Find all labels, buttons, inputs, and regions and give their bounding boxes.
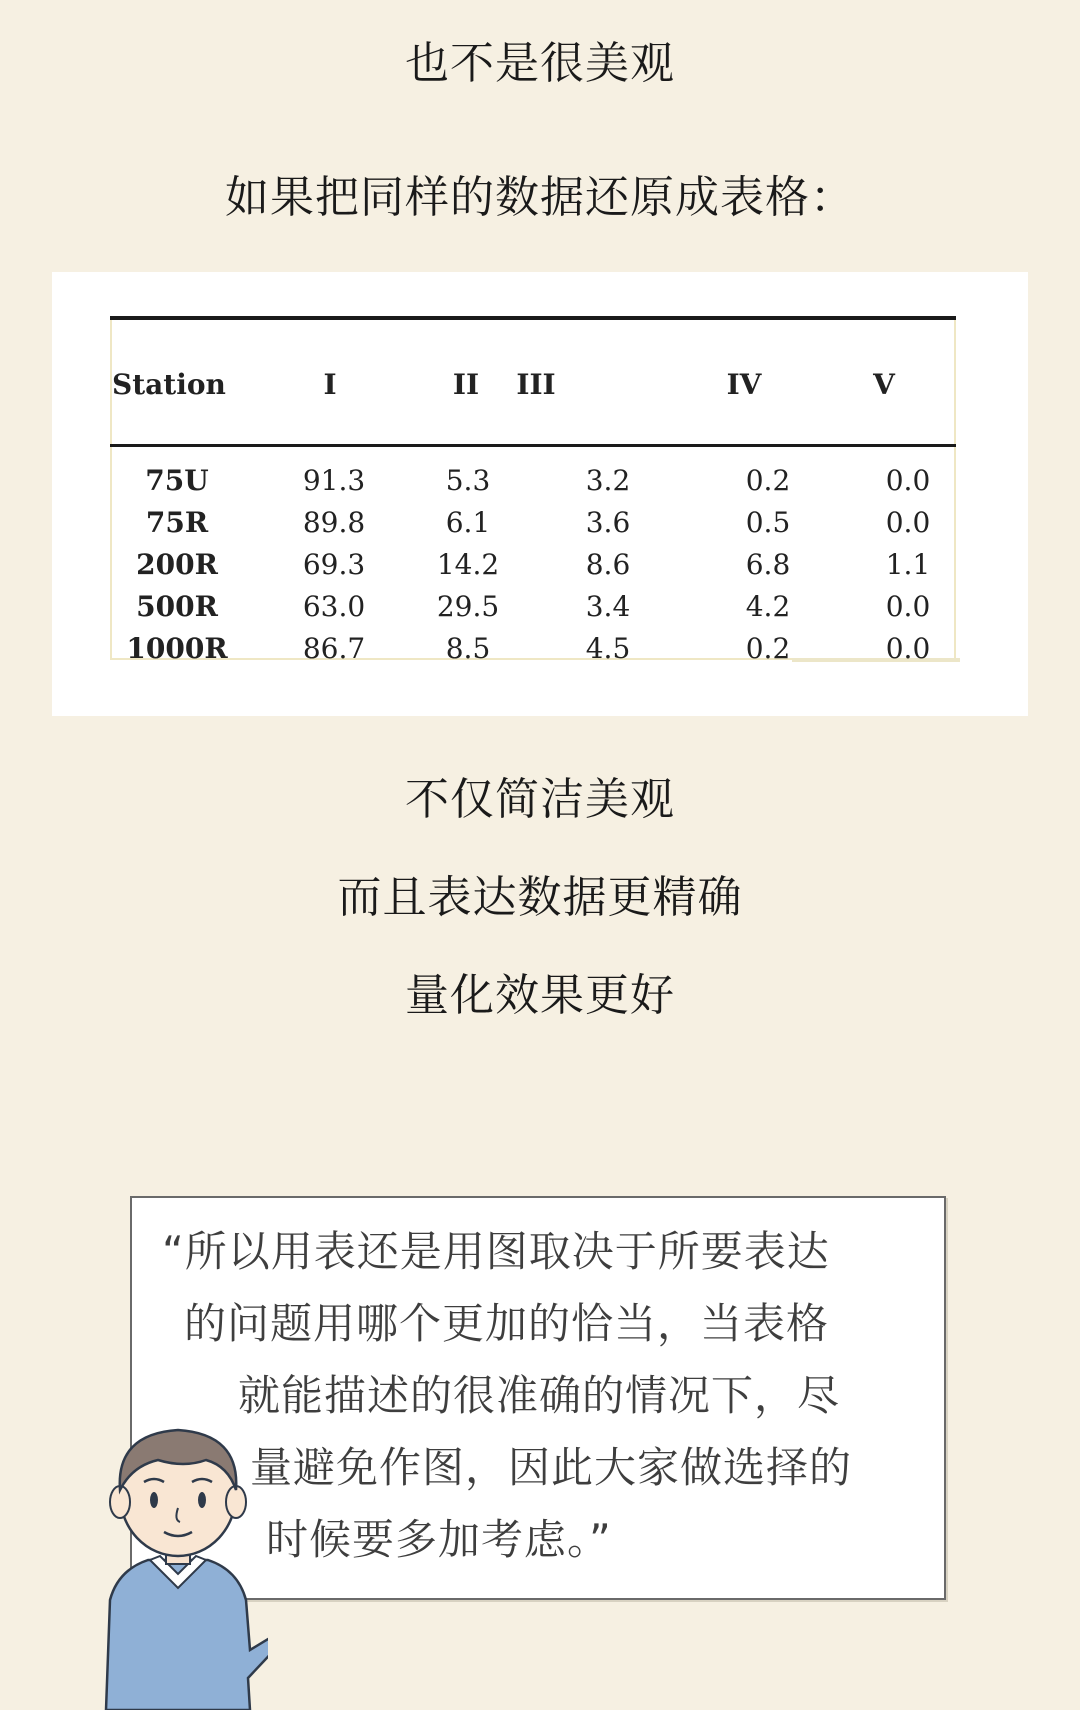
table-cell: 89.8 bbox=[302, 506, 366, 539]
table-cell: 3.4 bbox=[585, 590, 631, 623]
table-cell: 0.5 bbox=[745, 506, 791, 539]
summary-line-2: 而且表达数据更精确 bbox=[337, 872, 743, 923]
row-label: 75U bbox=[145, 464, 209, 497]
column-header-v: V bbox=[873, 368, 895, 401]
table-cell: 91.3 bbox=[302, 464, 366, 497]
table-cell: 6.1 bbox=[445, 506, 491, 539]
quote-line-5: 时候要多加考虑。” bbox=[266, 1515, 612, 1564]
column-header-iv: IV bbox=[726, 368, 762, 401]
table-cell: 0.0 bbox=[885, 506, 931, 539]
table-top-rule bbox=[110, 316, 956, 320]
row-label: 1000R bbox=[126, 632, 228, 665]
quote-line-1: “所以用表还是用图取决于所要表达 bbox=[162, 1227, 830, 1276]
table-cell: 8.6 bbox=[585, 548, 631, 581]
quote-line-4: 量避免作图，因此大家做选择的 bbox=[250, 1443, 853, 1492]
summary-line-1: 不仅简洁美观 bbox=[405, 774, 675, 825]
teacher-illustration-icon bbox=[88, 1410, 268, 1710]
row-label: 75R bbox=[145, 506, 209, 539]
table-cell: 3.2 bbox=[585, 464, 631, 497]
summary-line-3: 量化效果更好 bbox=[405, 970, 675, 1021]
row-label: 500R bbox=[136, 590, 218, 623]
quote-line-3: 就能描述的很准确的情况下，尽 bbox=[238, 1371, 841, 1420]
table-cell: 8.5 bbox=[445, 632, 491, 665]
table-header-rule bbox=[110, 444, 956, 447]
table-cell: 5.3 bbox=[445, 464, 491, 497]
table-cell: 69.3 bbox=[302, 548, 366, 581]
intro-line-1: 也不是很美观 bbox=[405, 38, 675, 89]
row-label: 200R bbox=[136, 548, 218, 581]
column-header-ii: II bbox=[452, 368, 480, 401]
column-header-i: I bbox=[323, 368, 337, 401]
table-cell: 0.0 bbox=[885, 464, 931, 497]
table-image bbox=[52, 272, 1028, 716]
table-cell: 0.2 bbox=[745, 464, 791, 497]
quote-line-2: 的问题用哪个更加的恰当，当表格 bbox=[184, 1299, 830, 1348]
table-cell: 63.0 bbox=[302, 590, 366, 623]
column-header-iii: III bbox=[516, 368, 556, 401]
table-cell: 0.0 bbox=[885, 632, 931, 665]
intro-line-2: 如果把同样的数据还原成表格： bbox=[225, 172, 855, 223]
table-cell: 0.0 bbox=[885, 590, 931, 623]
table-cell: 4.5 bbox=[585, 632, 631, 665]
table-cell: 14.2 bbox=[436, 548, 500, 581]
table-cell: 29.5 bbox=[436, 590, 500, 623]
table-cell: 3.6 bbox=[585, 506, 631, 539]
table-cell: 86.7 bbox=[302, 632, 366, 665]
column-header-station: Station bbox=[112, 368, 226, 401]
table-cell: 6.8 bbox=[745, 548, 791, 581]
table-cell: 0.2 bbox=[745, 632, 791, 665]
table-cell: 4.2 bbox=[745, 590, 791, 623]
table-cell: 1.1 bbox=[885, 548, 931, 581]
